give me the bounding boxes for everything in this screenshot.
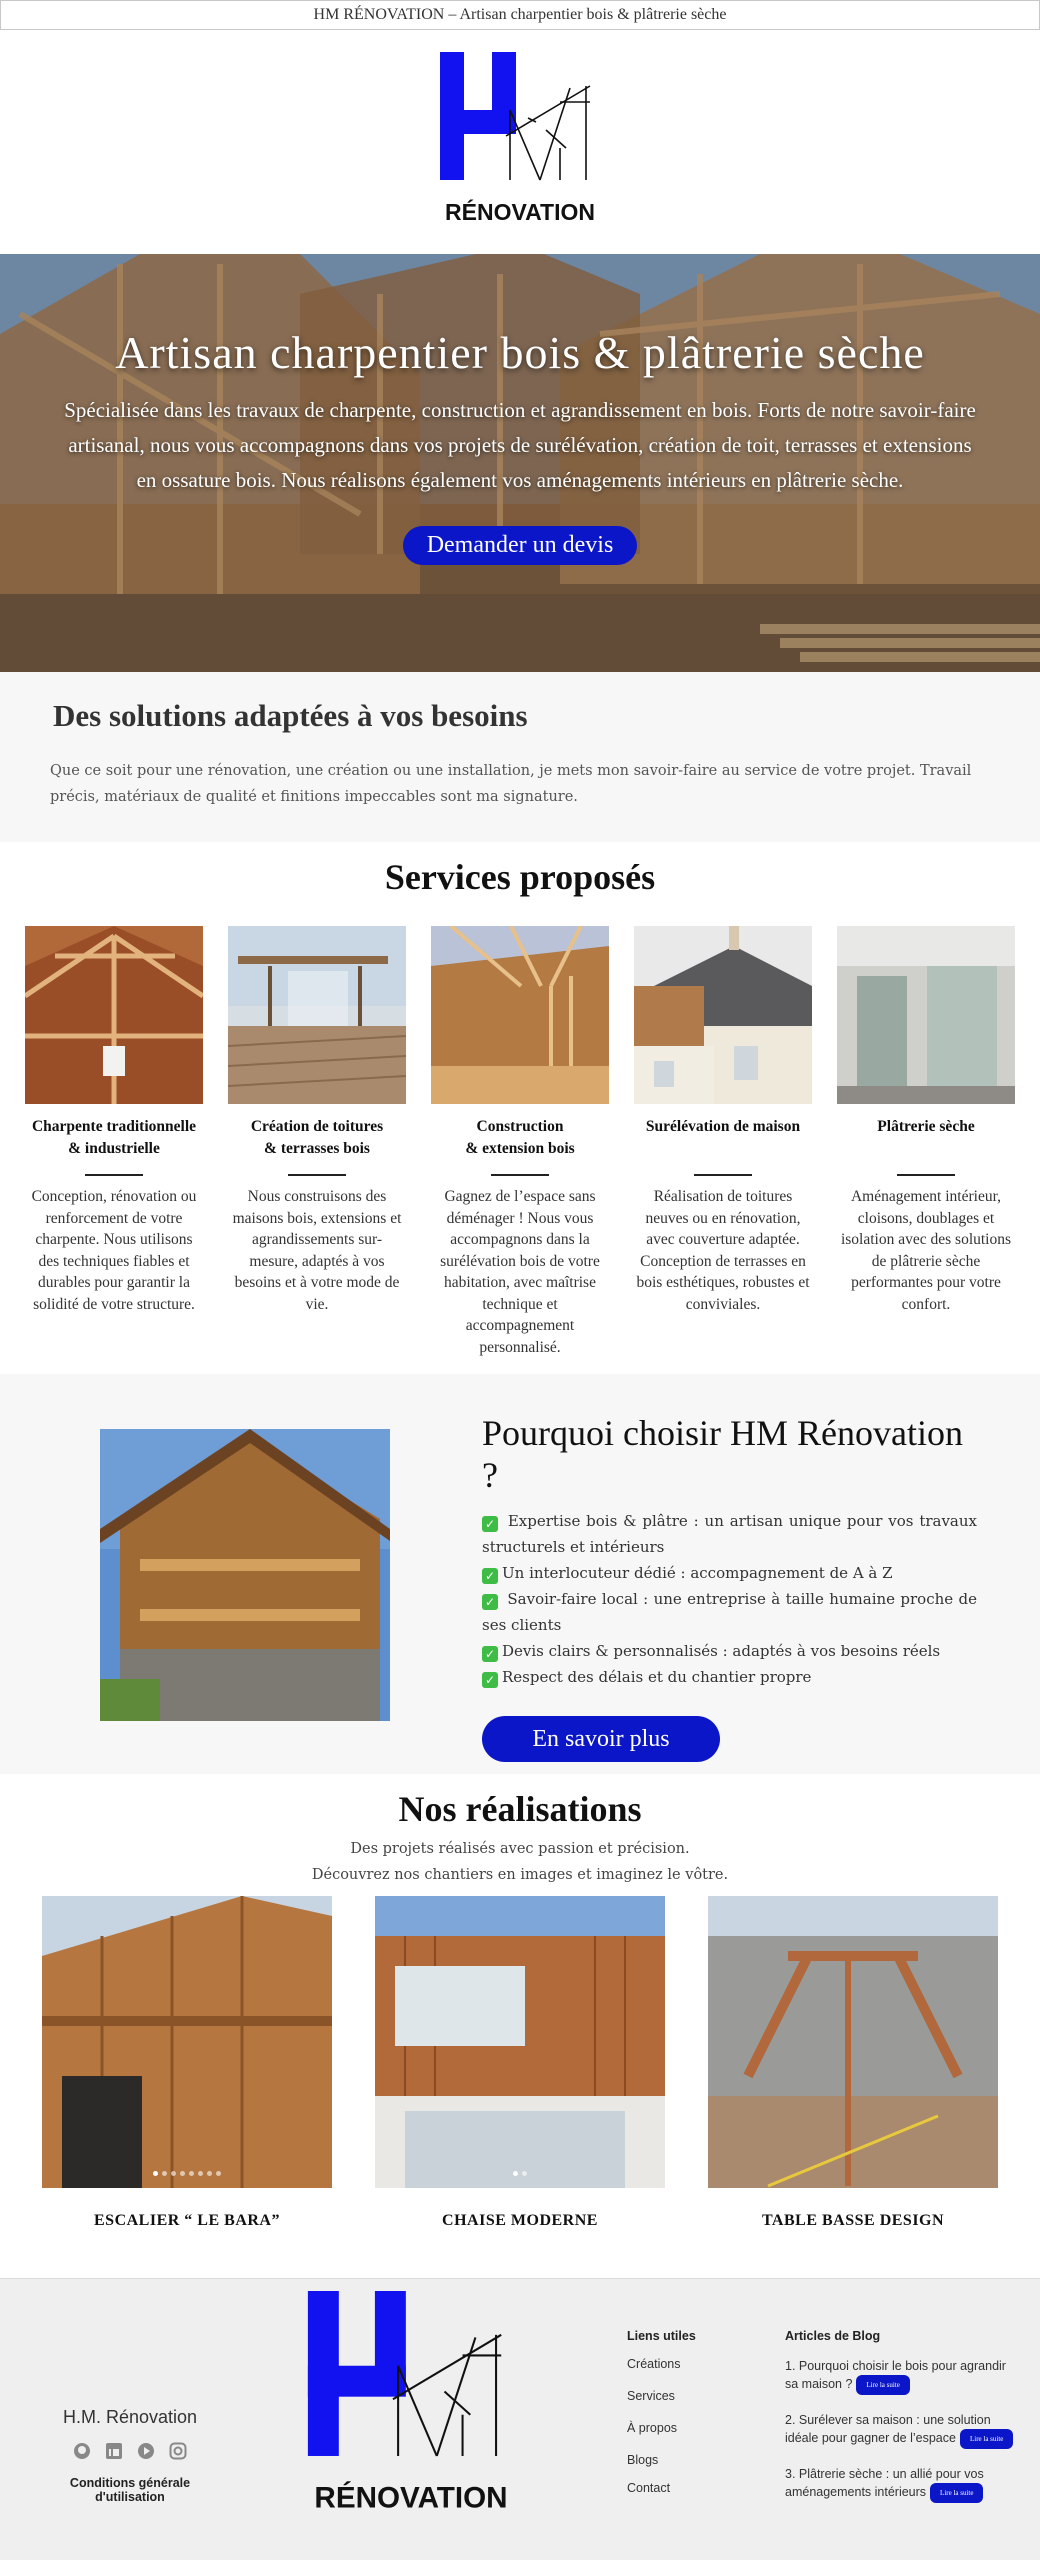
service-text: Nous construisons des maisons bois, extensions et agrandissements sur-mesure, adaptés à vos besoins et à votre mode de vie. xyxy=(232,1188,402,1313)
hero-title: Artisan charpentier bois & plâtrerie sèche xyxy=(115,327,925,378)
footer-link-contact[interactable]: Contact xyxy=(627,2481,671,2495)
terms-link[interactable]: Conditions générale d'utilisation xyxy=(69,2476,191,2504)
service-text: Gagnez de l’espace sans déménager ! Nous vous accompagnons dans la surélévation bois de votre habitation, avec maîtrise technique et accompagnement personnalisé. xyxy=(440,1188,600,1356)
list-item: ✓ Respect des délais et du chantier propre xyxy=(482,1664,977,1690)
service-title: Création de toitures xyxy=(250,1118,384,1135)
request-quote-button[interactable]: Demander un devis xyxy=(403,526,638,565)
service-title: Plâtrerie sèche xyxy=(877,1118,975,1135)
hm-renovation-logo[interactable] xyxy=(440,52,600,232)
footer-link-services[interactable]: Services xyxy=(627,2389,675,2403)
service-text: Conception, rénovation ou renforcement de votre charpente. Nous utilisons des techniques fiables et durables pour garantir la solidité de votre structure. xyxy=(31,1188,197,1313)
realisation-title: CHAISE MODERNE xyxy=(442,2212,598,2229)
list-item: ✓ Un interlocuteur dédié : accompagnement de A à Z xyxy=(482,1560,977,1586)
carousel-dots[interactable] xyxy=(375,2161,665,2180)
list-item: ✓ Savoir-faire local : une entreprise à taille humaine proche de ses clients xyxy=(482,1590,977,1634)
carousel-dots[interactable] xyxy=(42,2161,332,2180)
service-image-platrerie xyxy=(837,926,1015,1104)
service-image-construction xyxy=(431,926,609,1104)
service-image-surelevation xyxy=(634,926,812,1104)
footer-company-name: H.M. Rénovation xyxy=(62,2407,198,2427)
realisation-image xyxy=(708,1896,998,2188)
realisations-section xyxy=(0,1774,1040,2278)
service-text: Aménagement intérieur, cloisons, doublages et isolation avec des solutions de plâtrerie sèche performantes pour votre confort. xyxy=(840,1188,1012,1313)
realisation-carousel[interactable] xyxy=(708,1896,998,2188)
check-icon: ✓ xyxy=(482,1646,498,1662)
site-title-bar xyxy=(0,0,1040,30)
service-card[interactable] xyxy=(634,926,812,1358)
service-card[interactable]: Création de toitures & terrasses bois Nous construisons des maisons bois, extensions et agrandissements sur-mesure, adaptés à vos besoins et à votre mode de vie. xyxy=(228,926,406,1358)
blog-article[interactable]: 2. Surélever sa maison : une solution idéale pour gagner de l’espace Lire la suite xyxy=(785,2411,1015,2449)
site-title: HM RÉNOVATION – Artisan charpentier bois & plâtrerie sèche xyxy=(313,6,727,23)
realisation-card[interactable] xyxy=(42,1896,332,2230)
service-card[interactable] xyxy=(837,926,1015,1358)
footer-links-title: Liens utiles xyxy=(627,2329,696,2343)
service-title: Charpente traditionnelle xyxy=(31,1118,197,1135)
read-more-button[interactable]: Lire la suite xyxy=(856,2375,909,2395)
footer-logo-wordmark: RÉNOVATION xyxy=(314,2481,508,2515)
why-section xyxy=(0,1374,1040,1774)
service-card[interactable]: Charpente traditionnelle & industrielle Conception, rénovation ou renforcement de votre charpente. Nous utilisons des techniques fiables et durables pour garantir la solidité de votre structure. xyxy=(25,926,203,1358)
realisation-card[interactable] xyxy=(375,1896,665,2230)
footer-blog-articles xyxy=(785,2329,1015,2519)
blog-article[interactable]: 1. Pourquoi choisir le bois pour agrandir sa maison ? Lire la suite xyxy=(785,2357,1015,2395)
check-icon: ✓ xyxy=(482,1568,498,1584)
footer-link-about[interactable]: À propos xyxy=(627,2421,678,2435)
hero-section xyxy=(0,254,1040,672)
realisations-subtitle-2: Découvrez nos chantiers en images et imaginez le vôtre. xyxy=(311,1867,729,1883)
footer-logo[interactable] xyxy=(306,2291,516,2523)
linkedin-icon[interactable] xyxy=(105,2442,123,2460)
realisation-carousel[interactable] xyxy=(375,1896,665,2188)
footer-useful-links xyxy=(627,2329,696,2513)
solutions-text: Que ce soit pour une rénovation, une création ou une installation, je mets mon savoir-faire au service de votre projet. Travail précis, matériaux de qualité et finitions impeccables sont ma signature. xyxy=(50,763,972,805)
list-item: ✓ Expertise bois & plâtre : un artisan unique pour vos travaux structurels et intérieurs xyxy=(482,1512,977,1556)
service-card[interactable]: Construction & extension bois Gagnez de l’espace sans déménager ! Nous vous accompagnons dans la surélévation bois de votre habitation, avec maîtrise technique et accompagnement personnalisé. xyxy=(431,926,609,1358)
realisations-subtitle: Des projets réalisés avec passion et précision. xyxy=(350,1841,690,1857)
service-text: Réalisation de toitures neuves ou en rénovation, avec couverture adaptée. Conception de terrasses en bois esthétiques, robustes et conviviales. xyxy=(636,1188,810,1313)
why-title: Pourquoi choisir HM Rénovation ? xyxy=(482,1413,963,1495)
realisation-carousel[interactable] xyxy=(42,1896,332,2188)
realisation-title: TABLE BASSE DESIGN xyxy=(761,2212,945,2229)
why-list xyxy=(482,1508,977,1690)
footer-link-blogs[interactable]: Blogs xyxy=(627,2453,659,2467)
service-title: Surélévation de maison xyxy=(645,1118,801,1135)
hero-description: Spécialisée dans les travaux de charpente, construction et agrandissement en bois. Forts de notre savoir-faire artisanal, nous vous accompagnons dans vos projets de surélévation, création de toit, terrasses et extensions en ossature bois. Nous réalisons également vos aménagements intérieurs en plâtrerie sèche. xyxy=(64,398,976,492)
learn-more-button[interactable]: En savoir plus xyxy=(482,1716,720,1762)
solutions-title: Des solutions adaptées à vos besoins xyxy=(53,698,528,733)
instagram-icon[interactable] xyxy=(169,2442,187,2460)
service-title: Construction xyxy=(476,1118,564,1135)
realisation-image xyxy=(375,1896,665,2188)
social-links xyxy=(40,2442,220,2460)
read-more-button[interactable]: Lire la suite xyxy=(960,2429,1013,2449)
youtube-icon[interactable] xyxy=(137,2442,155,2460)
check-icon: ✓ xyxy=(482,1516,498,1532)
list-item: ✓ Devis clairs & personnalisés : adaptés à vos besoins réels xyxy=(482,1638,977,1664)
service-image-charpente xyxy=(25,926,203,1104)
blog-article[interactable]: 3. Plâtrerie sèche : un allié pour vos aménagements intérieurs Lire la suite xyxy=(785,2465,1015,2503)
services-section xyxy=(0,842,1040,1374)
realisation-card[interactable] xyxy=(708,1896,998,2230)
github-icon[interactable] xyxy=(73,2442,91,2460)
realisation-image xyxy=(42,1896,332,2188)
service-image-toitures xyxy=(228,926,406,1104)
solutions-section xyxy=(0,672,1040,842)
realisation-title: ESCALIER “ LE BARA” xyxy=(94,2212,280,2229)
check-icon: ✓ xyxy=(482,1672,498,1688)
services-title: Services proposés xyxy=(384,857,656,897)
header xyxy=(0,30,1040,254)
footer-blog-title: Articles de Blog xyxy=(785,2329,881,2343)
read-more-button[interactable]: Lire la suite xyxy=(930,2483,983,2503)
check-icon: ✓ xyxy=(482,1594,498,1610)
footer xyxy=(0,2278,1040,2560)
realisations-title: Nos réalisations xyxy=(398,1789,642,1829)
footer-link-creations[interactable]: Créations xyxy=(627,2357,681,2371)
logo-wordmark: RÉNOVATION xyxy=(445,199,595,225)
logo-graphic xyxy=(440,52,600,232)
chalet-photo xyxy=(100,1429,390,1721)
